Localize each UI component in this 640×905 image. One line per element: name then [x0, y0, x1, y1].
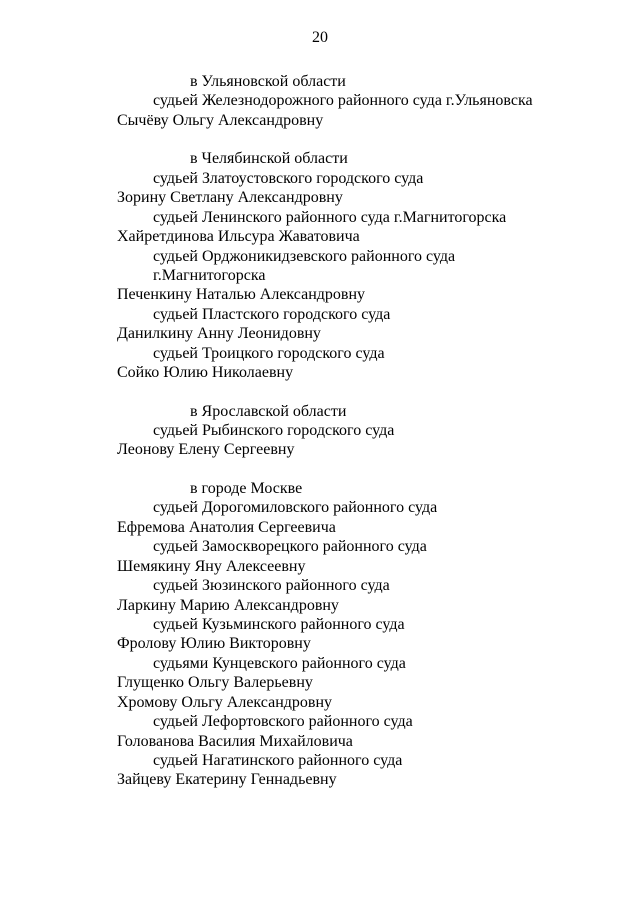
judge-name: Хайретдинова Ильсура Жаватовича	[117, 228, 360, 246]
judge-name: Сойко Юлию Николаевну	[117, 364, 294, 382]
region-heading: в городе Москве	[190, 479, 303, 497]
court-line: судьей Пластского городского суда	[153, 305, 391, 323]
section-chelyabinsk-region	[0, 149, 640, 382]
court-line: судьей Нагатинского районного суда	[153, 752, 403, 769]
section-ulyanovsk-region	[0, 72, 640, 130]
court-line: судьями Кунцевского районного суда	[153, 654, 406, 672]
section-moscow-city	[0, 479, 640, 790]
judge-name: Голованова Василия Михайловича	[117, 732, 353, 750]
court-line: судьей Дорогомиловского районного суда	[153, 499, 438, 517]
court-line: судьей Рыбинского городского суда	[153, 422, 395, 439]
region-heading: в Ярославской области	[190, 402, 347, 420]
court-line: судьей Зюзинского районного суда	[153, 577, 390, 595]
judge-name: Глущенко Ольгу Валерьевну	[117, 674, 313, 692]
court-line: судьей Кузьминского районного суда	[153, 615, 405, 633]
court-line: судьей Златоустовского городского суда	[153, 169, 424, 187]
judge-name: Печенкину Наталью Александровну	[117, 286, 366, 304]
section-gap	[0, 460, 640, 479]
judge-name: Хромову Ольгу Александровну	[117, 693, 333, 711]
region-heading: в Ульяновской области	[190, 73, 346, 90]
court-line-continuation: г.Магнитогорска	[153, 266, 266, 284]
judge-name: Зорину Светлану Александровну	[117, 189, 343, 207]
court-line: судьей Лефортовского районного суда	[153, 713, 413, 731]
court-line: судьей Ленинского районного суда г.Магнитогорска	[153, 208, 507, 226]
section-gap	[0, 130, 640, 149]
document-body	[0, 72, 640, 790]
court-line: судьей Орджоникидзевского районного суда	[153, 247, 456, 265]
section-yaroslavl-region	[0, 402, 640, 460]
judge-name: Зайцеву Екатерину Геннадьевну	[117, 771, 337, 789]
region-heading: в Челябинской области	[190, 150, 348, 168]
court-line: судьей Железнодорожного районного суда г.Ульяновска	[153, 92, 533, 110]
judge-name: Ефремова Анатолия Сергеевича	[117, 518, 336, 536]
judge-name: Леонову Елену Сергеевну	[117, 441, 295, 459]
judge-name: Фролову Юлию Викторовну	[117, 635, 311, 653]
court-line: судьей Замоскворецкого районного суда	[153, 538, 427, 556]
judge-name: Шемякину Яну Алексеевну	[117, 557, 306, 575]
judge-name: Данилкину Анну Леонидовну	[117, 325, 321, 343]
judge-name: Сычёву Ольгу Александровну	[117, 111, 324, 129]
section-gap	[0, 383, 640, 402]
judge-name: Ларкину Марию Александровну	[117, 596, 339, 614]
court-line: судьей Троицкого городского суда	[153, 344, 385, 362]
page-number: 20	[312, 29, 328, 46]
